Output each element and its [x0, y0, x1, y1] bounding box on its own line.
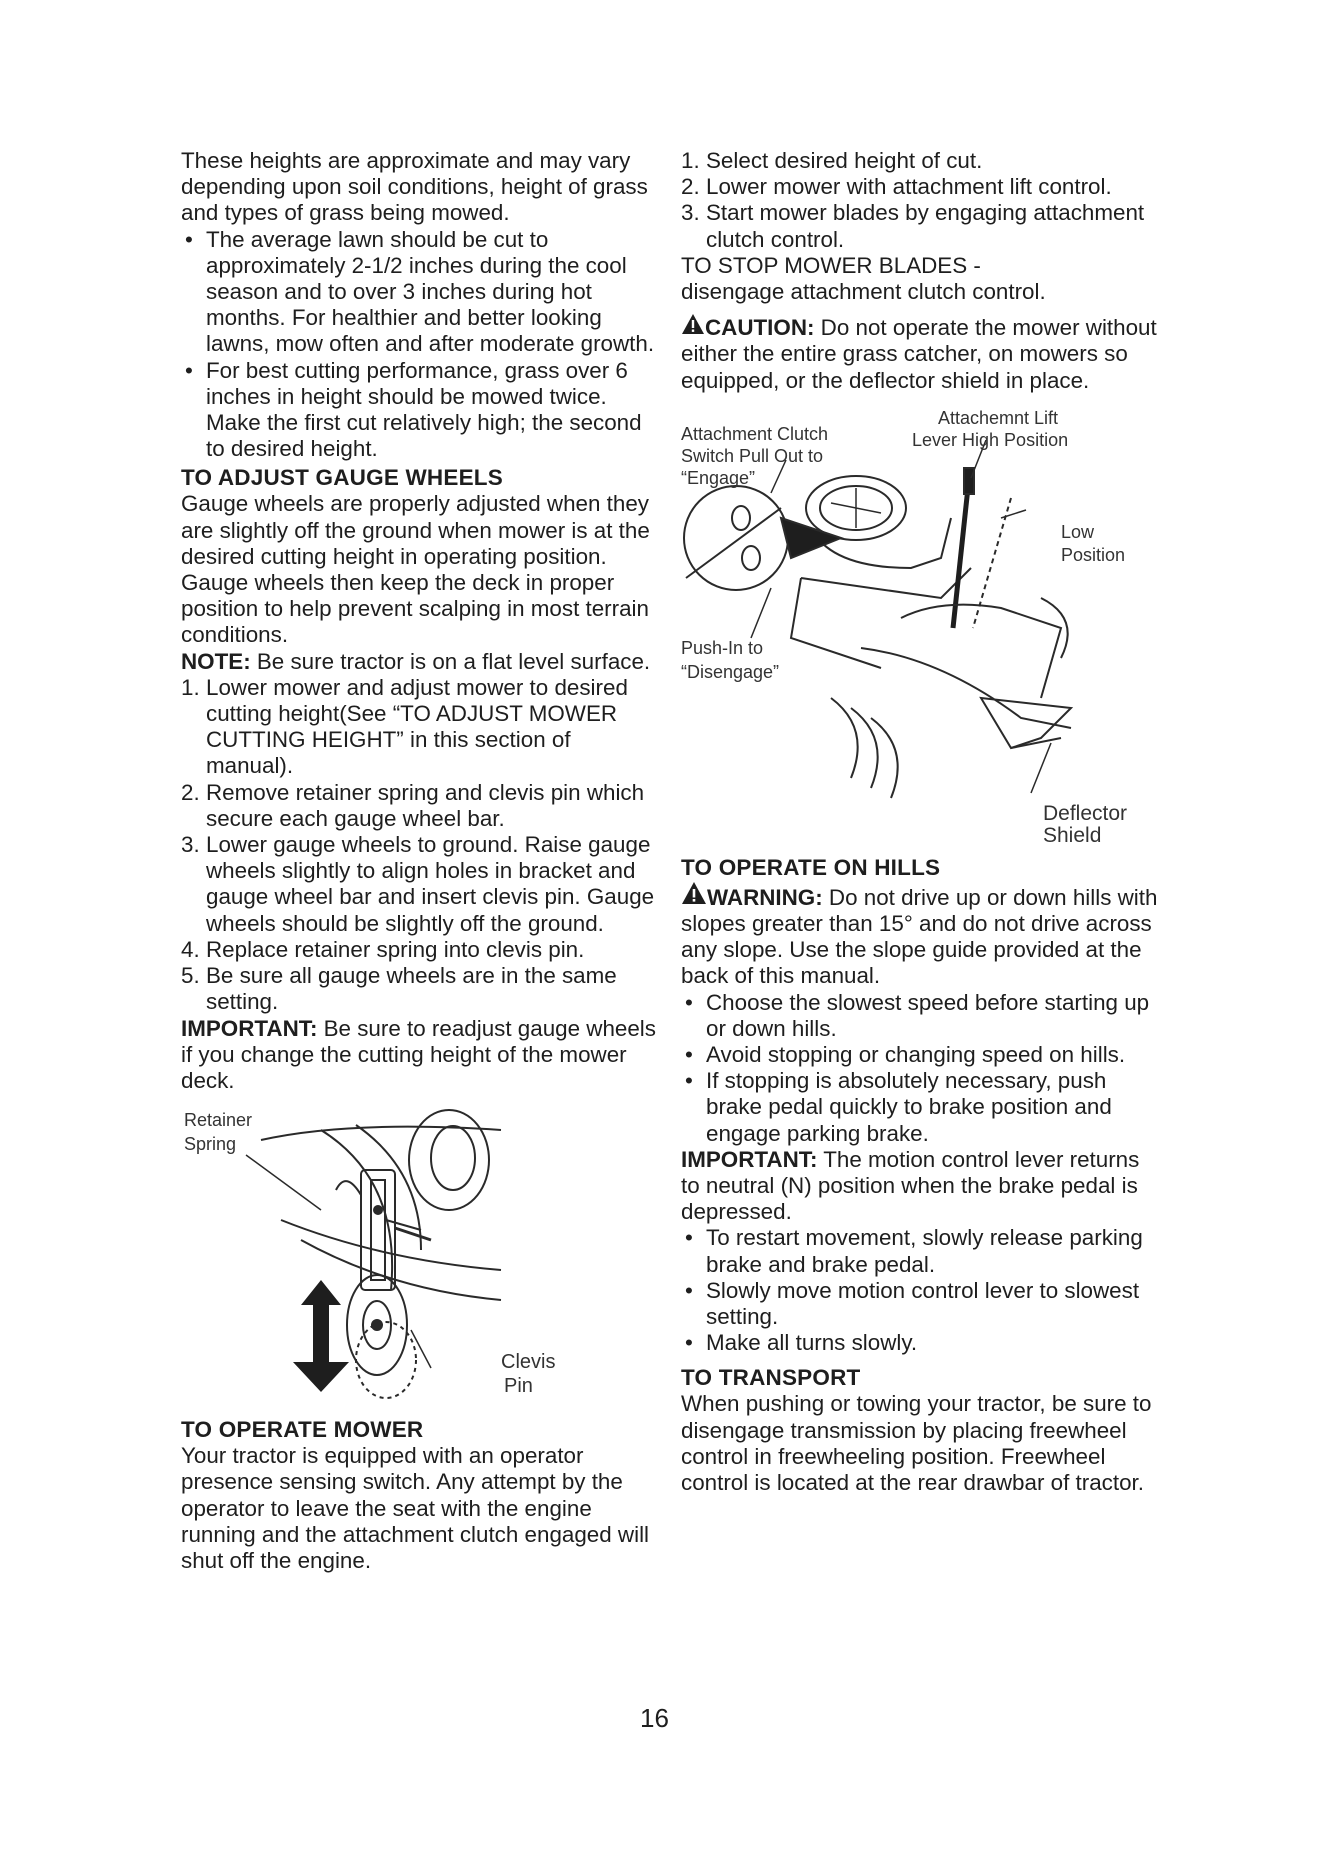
deflector-label-2: Shield — [1043, 823, 1102, 842]
list-item: • Choose the slowest speed before starting up or down hills. — [681, 990, 1159, 1042]
note-label: NOTE: — [181, 648, 251, 674]
left-column — [181, 148, 663, 1574]
hill-tips-list — [681, 990, 1159, 1147]
list-item — [181, 780, 663, 832]
step-number: 5. — [181, 963, 200, 989]
gauge-steps-list — [181, 675, 663, 1016]
attachment-controls-figure — [681, 398, 1151, 842]
gauge-wheel-figure — [181, 1100, 581, 1400]
low-label-1: Low — [1061, 521, 1095, 542]
note-text: Be sure tractor is on a flat level surface. — [250, 648, 651, 674]
mower-start-steps — [681, 148, 1159, 253]
step-number: 1. — [181, 674, 200, 700]
step-number: 3. — [681, 200, 700, 226]
push-label-1: Push-In to — [681, 637, 764, 658]
list-item — [181, 963, 663, 1015]
list-item — [681, 200, 1159, 252]
clutch-label-3: “Engage” — [681, 467, 756, 488]
push-label-2: “Disengage” — [681, 661, 780, 682]
operate-hills-heading: TO OPERATE ON HILLS — [681, 854, 941, 880]
transport-paragraph: When pushing or towing your tractor, be sure to disengage transmission by placing freewheel control in freewheeling position. Freewheel control is located at the rear drawbar of tractor. — [681, 1391, 1152, 1496]
clevis-label: Clevis — [501, 1351, 556, 1374]
gauge-wheels-paragraph: Gauge wheels are properly adjusted when they are slightly off the ground when mower is at the desired cutting height in operating position. Gauge wheels then keep the deck in proper position to help prevent scalping in most terrain conditions. — [181, 491, 650, 648]
spring-label: Spring — [184, 1134, 237, 1155]
step-number: 4. — [181, 936, 200, 962]
gauge-wheels-heading: TO ADJUST GAUGE WHEELS — [181, 465, 503, 491]
right-column — [681, 148, 1159, 1496]
restart-tips-list — [681, 1225, 1159, 1356]
list-item: • To restart movement, slowly release parking brake and brake pedal. — [681, 1225, 1159, 1277]
important-paragraph — [681, 1147, 1159, 1226]
warning-paragraph — [681, 881, 1159, 990]
step-text: Lower gauge wheels to ground. Raise gauge wheels slightly to align holes in bracket and gauge wheel bar and insert clevis pin. Gauge wheels should be slightly off the ground. — [206, 832, 655, 936]
list-item: • Make all turns slowly. — [681, 1330, 1159, 1356]
step-text: Be sure all gauge wheels are in the same setting. — [206, 963, 617, 1015]
clutch-label-2: Switch Pull Out to — [681, 445, 824, 466]
pin-label: Pin — [504, 1375, 533, 1398]
intro-paragraph: These heights are approximate and may vary depending upon soil conditions, height of grass and types of grass being mowed. — [181, 148, 648, 226]
page-number: 16 — [640, 1703, 669, 1733]
lift-label-1: Attachemnt Lift — [938, 407, 1059, 428]
important-paragraph — [181, 1016, 663, 1095]
step-number: 2. — [681, 174, 700, 200]
warning-triangle-icon — [681, 313, 705, 335]
important-label: IMPORTANT: — [681, 1146, 818, 1172]
low-label-2: Position — [1061, 544, 1126, 565]
list-item — [181, 937, 663, 963]
important-text: The motion control lever returns to neutral (N) position when the brake pedal is depressed. — [681, 1146, 1140, 1225]
list-item — [681, 148, 1159, 174]
caution-label: CAUTION: — [705, 315, 815, 341]
step-number: 3. — [181, 832, 200, 858]
list-item — [181, 832, 663, 937]
list-item: • Avoid stopping or changing speed on hills. — [681, 1042, 1159, 1068]
transport-heading: TO TRANSPORT — [681, 1365, 861, 1391]
list-item: • The average lawn should be cut to approximately 2-1/2 inches during the cool season and to over 3 inches during hot months. For healthier and better looking lawns, mow often and after moderate growth. — [181, 227, 663, 358]
step-text: Remove retainer spring and clevis pin which secure each gauge wheel bar. — [206, 779, 645, 831]
deflector-label-1: Deflector — [1043, 801, 1128, 825]
step-number: 2. — [181, 779, 200, 805]
step-text: Lower mower and adjust mower to desired cutting height(See “TO ADJUST MOWER CUTTING HEIGHT” in this section of manual). — [206, 674, 628, 779]
clutch-label-1: Attachment Clutch — [681, 423, 829, 444]
list-item: • If stopping is absolutely necessary, push brake pedal quickly to brake position and engage parking brake. — [681, 1068, 1159, 1147]
operate-mower-paragraph: Your tractor is equipped with an operator presence sensing switch. Any attempt by the operator to leave the seat with the engine running and the attachment clutch engaged will shut off the engine. — [181, 1443, 650, 1573]
list-item — [681, 174, 1159, 200]
step-text: Start mower blades by engaging attachment clutch control. — [706, 200, 1145, 252]
caution-paragraph — [681, 313, 1159, 394]
retainer-label: Retainer — [184, 1110, 253, 1131]
important-text: Be sure to readjust gauge wheels if you change the cutting height of the mower deck. — [181, 1015, 656, 1093]
warning-label: WARNING: — [707, 884, 823, 910]
step-text: Select desired height of cut. — [706, 148, 983, 173]
important-label: IMPORTANT: — [181, 1015, 318, 1041]
step-number: 1. — [681, 148, 700, 173]
mowing-tips-list — [181, 227, 663, 463]
operate-mower-heading: TO OPERATE MOWER — [181, 1417, 424, 1443]
warning-triangle-icon — [681, 881, 707, 905]
stop-blades-text: disengage attachment clutch control. — [681, 279, 1046, 305]
caution-text: Do not operate the mower without either the entire grass catcher, on mowers so equipped, or the deflector shield in place. — [681, 315, 1157, 393]
warning-text: Do not drive up or down hills with slopes greater than 15° and do not drive across any slope. Use the slope guide provided at the back of this manual. — [681, 884, 1158, 989]
stop-blades-heading: TO STOP MOWER BLADES - — [681, 252, 981, 278]
note-paragraph — [181, 649, 663, 675]
lift-label-2: Lever High Position — [912, 429, 1069, 450]
list-item: • For best cutting performance, grass over 6 inches in height should be mowed twice. Make the first cut relatively high; the second to desired height. — [181, 358, 663, 463]
step-text: Lower mower with attachment lift control. — [706, 174, 1112, 200]
list-item: • Slowly move motion control lever to slowest setting. — [681, 1278, 1159, 1330]
step-text: Replace retainer spring into clevis pin. — [206, 936, 585, 962]
list-item — [181, 675, 663, 780]
